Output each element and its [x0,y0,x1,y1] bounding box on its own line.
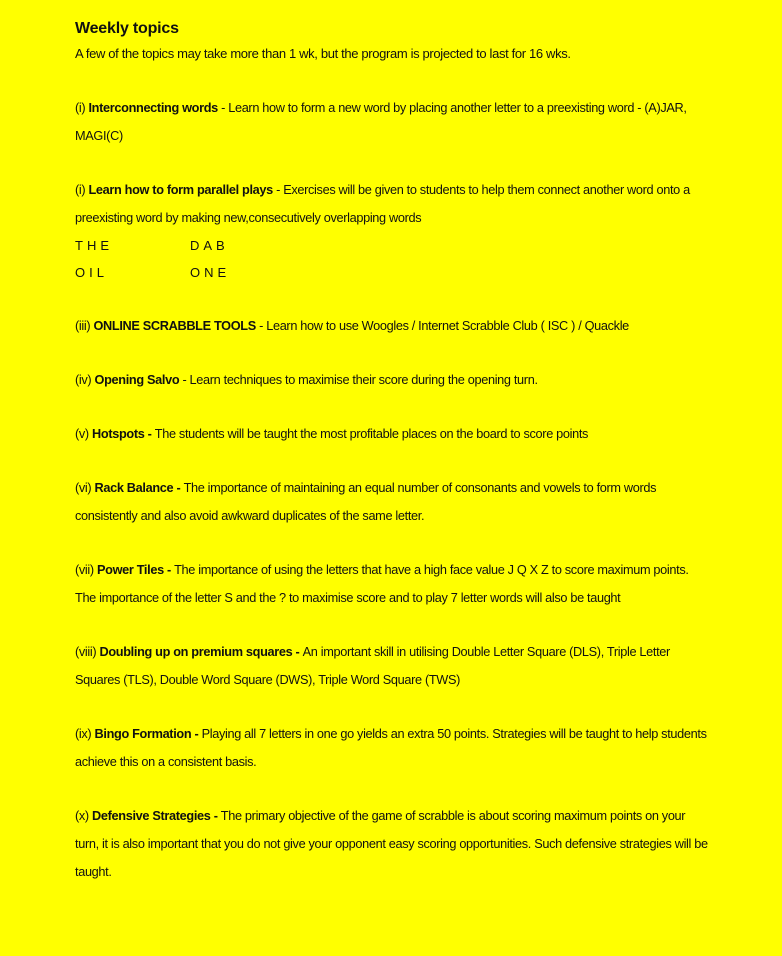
example-row [75,259,722,286]
topic-text: - Learn techniques to maximise their score during the opening turn. [179,372,538,387]
topic-number: (iv) [75,372,95,387]
topic-title: Interconnecting words [88,100,218,115]
page-heading: Weekly topics [75,20,179,37]
topic-item [75,802,709,886]
topic-item [75,420,709,448]
topic-number: (ix) [75,726,95,741]
topic-text: - Exercises will be given to students to help them connect another word onto a preexisting word by making new,consecutively overlapping words [75,182,690,225]
example-word: THE [75,238,113,253]
topic-number: (vii) [75,562,98,577]
topic-item [75,176,709,232]
intro-text: A few of the topics may take more than 1 wk, but the program is projected to last for 16 wks. [75,46,571,61]
topic-text: The primary objective of the game of scrabble is about scoring maximum points on your turn, it is also important that you do not give your opponent easy scoring opportunities. Such defensive strategies will be taught. [75,808,708,879]
example-word: DAB [190,238,229,253]
topic-text: The importance of maintaining an equal number of consonants and vowels to form words consistently and also avoid awkward duplicates of the same letter. [75,480,657,523]
example-word: ONE [190,265,231,280]
topic-item [75,94,709,150]
topic-title: Opening Salvo [94,372,180,387]
topic-title: Hotspots - [92,426,155,441]
example-word: OIL [75,265,108,280]
topic-number: (i) [75,182,89,197]
topic-number: (iii) [75,318,94,333]
topic-text: - Learn how to form a new word by placing another letter to a preexisting word - (A)JAR, MAGI(C) [75,100,687,143]
parallel-play-example [75,232,722,286]
topic-text: The importance of using the letters that have a high face value J Q X Z to score maximum points. The importance of the letter S and the ? to maximise score and to play 7 letter words will also be taught [75,562,689,605]
topic-number: (viii) [75,644,100,659]
topic-title: Rack Balance - [94,480,184,495]
topic-item [75,638,709,694]
topic-item [75,366,709,394]
topic-title: ONLINE SCRABBLE TOOLS [93,318,256,333]
topic-title: Doubling up on premium squares - [99,644,303,659]
topic-number: (v) [75,426,93,441]
topic-text: - Learn how to use Woogles / Internet Scrabble Club ( ISC ) / Quackle [255,318,629,333]
topic-text: An important skill in utilising Double Letter Square (DLS), Triple Letter Squares (TLS), Double Word Square (DWS), Triple Word Square (TWS) [75,644,670,687]
topic-text: The students will be taught the most profitable places on the board to score points [154,426,589,441]
topic-number: (vi) [75,480,95,495]
topic-title: Learn how to form parallel plays [88,182,273,197]
topic-text: Playing all 7 letters in one go yields an extra 50 points. Strategies will be taught to help students achieve this on a consistent basis. [75,726,707,769]
topic-title: Defensive Strategies - [92,808,221,823]
topic-item [75,474,709,530]
topic-title: Power Tiles - [97,562,175,577]
topic-number: (i) [75,100,89,115]
topic-number: (x) [75,808,93,823]
topic-item [75,720,709,776]
topic-item [75,312,709,340]
topic-title: Bingo Formation - [94,726,202,741]
topic-item [75,556,709,612]
example-row [75,232,722,259]
